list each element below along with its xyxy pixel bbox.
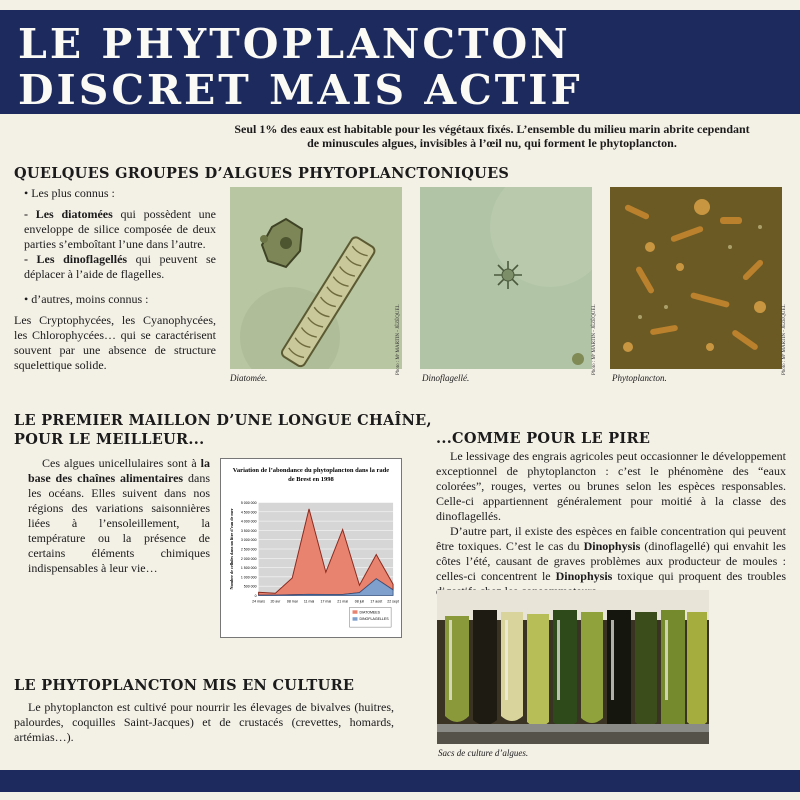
title-banner [0, 10, 800, 114]
photo-credit-3: Photo : Mᵉ MARTIN - JÉZÉQUEL [782, 304, 787, 375]
title-line-1: LE PHYTOPLANCTON [18, 20, 571, 68]
known-intro: • Les plus connus : [24, 186, 115, 200]
chain-text-2: dans les océans. Elles suivent dans nos régions des variations saisonnières liées à l’ensoleillement, la température ou la présence de certains éléments chimiques indispensables à leur vie… [28, 471, 210, 575]
chain-heading-line-2: POUR LE MEILLEUR... [14, 431, 205, 448]
chart-x-tick: 22 sept [387, 599, 399, 604]
chart-x-tick: 17 août [370, 599, 383, 604]
dino-term: - Les dinoflagellés [24, 252, 128, 266]
caption-diatom: Diatomée. [230, 373, 268, 383]
chain-heading-line-1: LE PREMIER MAILLON D’UNE LONGUE CHAÎNE, [14, 412, 432, 429]
diatom-photo [230, 187, 402, 369]
chart-y-tick: 3 000 000 [240, 538, 257, 543]
culture-bags-photo [437, 590, 709, 744]
groups-others-text [14, 292, 216, 373]
pire-text [436, 449, 786, 599]
title-line-2: DISCRET MAIS ACTIF [18, 66, 583, 114]
pire-paragraph-2 [436, 524, 786, 599]
pire-p2-dinophysis-2: Dinophysis [555, 569, 613, 583]
diatom-term: - Les diatomées [24, 207, 113, 221]
chart-legend-swatch [353, 610, 358, 613]
chart-x-tick: 08 juil [354, 599, 365, 604]
phytoplankton-photo [610, 187, 782, 369]
photo-credit-1: Photo : Mᵉ MARTIN - JÉZÉQUEL [396, 304, 401, 375]
chart-legend-swatch [353, 617, 358, 620]
chart-y-tick: 5 000 000 [240, 500, 257, 505]
dino-paragraph [24, 252, 216, 282]
chart-y-tick: 4 500 000 [240, 510, 257, 515]
chain-heading [14, 411, 432, 449]
groups-known-text [24, 186, 216, 282]
diatom-text: qui possèdent une enveloppe de silice composée de deux parties s’emboîtant l’une dans l’autre. [24, 207, 216, 251]
footer-band [0, 770, 800, 792]
chart-y-tick: 0 [254, 593, 257, 598]
chart-y-label: Nombre de cellules dans un litre d’eau de mer [228, 508, 234, 590]
others-text: Les Cryptophycées, les Cyanophycées, les Chlorophycées… qui se caractérisent souvent par une absence de structure squelettique solide. [14, 313, 216, 372]
chart-x-tick: 08 mai [286, 599, 298, 604]
abundance-chart [220, 458, 402, 638]
dino-text: qui peuvent se déplacer à l’aide de flagelles. [24, 252, 216, 281]
groups-heading: QUELQUES GROUPES D’ALGUES PHYTOPLANCTONIQUES [14, 165, 510, 182]
pire-p2-a: D’autre part, il existe des espèces en faible concentration qui peuvent être toxiques. C’est le cas du [436, 524, 786, 553]
diatom-paragraph [24, 207, 216, 252]
pire-p2-c: (dinoflagellé) qui envahit les côtes l’été, causant de graves problèmes aux producteur de moules : celles-ci concentrent le [436, 539, 786, 583]
chart-y-tick: 500 000 [243, 584, 257, 589]
caption-dinoflagellate: Dinoflagellé. [422, 373, 470, 383]
chain-text-bold: la base des chaînes alimentaires [28, 456, 210, 485]
chart-y-tick: 2 500 000 [240, 547, 257, 552]
chart-y-tick: 3 500 000 [240, 528, 257, 533]
chart-x-tick: 17 mai [320, 599, 332, 604]
chart-x-tick: 11 mai [303, 599, 315, 604]
photo-credit-2: Photo : Mᵉ MARTIN - JÉZÉQUEL [592, 304, 597, 375]
culture-text: Le phytoplancton est cultivé pour nourrir les élevages de bivalves (huitres, palourdes, coquilles Saint-Jacques) et de crustacés (crevettes, homards, artémias…). [14, 700, 394, 744]
chart-legend-label: DINOFLAGELLES [359, 617, 389, 622]
pire-p2-dinophysis-1: Dinophysis [583, 539, 641, 553]
culture-heading: LE PHYTOPLANCTON MIS EN CULTURE [14, 677, 355, 694]
others-intro: • d’autres, moins connus : [24, 292, 149, 306]
chart-y-tick: 1 500 000 [240, 566, 257, 571]
pire-paragraph-1: Le lessivage des engrais agricoles peut occasionner le développement exceptionnel de phytoplancton : c’est le phénomène des “eaux colorées”, rouges, vertes ou brunes selon les espèces responsables. Celle-ci appartiennent généralement pour moitié à la classe des dinoflagellés. [436, 449, 786, 523]
chart-x-tick: 20 avr [270, 599, 281, 604]
chart-y-tick: 2 000 000 [240, 556, 257, 561]
pire-p2-e: toxique qui proquent des troubles [617, 569, 786, 583]
chart-x-tick: 21 mai [337, 599, 348, 604]
dinoflagellate-photo [420, 187, 592, 369]
chain-text [28, 456, 210, 576]
chart-y-tick: 1 000 000 [240, 575, 257, 580]
caption-phytoplankton: Phytoplancton. [612, 373, 667, 383]
chart-title-line-1: Variation de l’abondance du phytoplancton dans la rade [232, 466, 390, 474]
pire-heading: ...COMME POUR LE PIRE [436, 430, 651, 447]
chart-x-tick: 24 mars [252, 599, 265, 604]
chart-y-tick: 4 000 000 [240, 519, 257, 524]
intro-text: Seul 1% des eaux est habitable pour les végétaux fixés. L’ensemble du milieu marin abrite cependant de minuscules algues, invisibles à l’œil nu, qui forment le phytoplancton. [234, 122, 750, 150]
chain-text-1: Ces algues unicellulaires sont à [42, 456, 201, 470]
chart-legend-label: DIATOMEES [359, 610, 381, 615]
caption-culture: Sacs de culture d’algues. [438, 748, 529, 758]
chart-title-line-2: de Brest en 1998 [288, 475, 334, 483]
